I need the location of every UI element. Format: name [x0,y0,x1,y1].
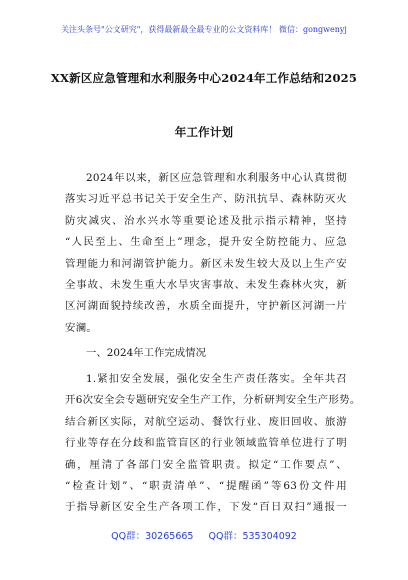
qq-group-2: QQ群：535304092 [208,531,297,542]
paragraph-line: 结合新区实际，对航空运动、餐饮行业、废旧回收、旅游 [65,415,347,428]
paragraph-line: “检查计划”、“职责清单”、“提醒函”等63份文件用 [65,480,347,493]
document-title-line-2: 年工作计划 [174,125,234,139]
intro-paragraph [65,168,347,339]
paragraph-line: 于指导新区安全生产各项工作，下发“百日双扫”通报一 [65,501,347,514]
paragraph-line: 防灾减灾、治水兴水等重要论述及批示指示精神，坚持 [65,214,347,227]
section-paragraph [65,369,361,519]
header-banner: 关注头条号"公文研究"，获得最新最全最专业的公文资料库！ 微信：gongwenyj [61,25,347,34]
document-title-line-1: XX新区应急管理和水利服务中心2024年工作总结和2025 [50,71,358,85]
section-heading: 一、2024年工作完成情况 [86,347,206,359]
paragraph-line: 确，厘清了各部门安全监管职责。拟定“工作要点”、 [65,458,347,471]
footer-contact [0,528,408,542]
paragraph-line: 落实习近平总书记关于安全生产、防汛抗旱、森林防灭火 [65,193,347,206]
paragraph-line: 安澜。 [65,321,98,334]
paragraph-line: 1.紧扣安全发展，强化安全生产责任落实。全年共召 [86,373,347,385]
qq-group-1: QQ群：30265665 [111,531,194,542]
paragraph-line: 全事故、未发生重大水旱灾害事故、未发生森林火灾，新 [65,279,347,292]
paragraph-line: “人民至上、生命至上”理念，提升安全防控能力、应急 [65,236,347,249]
paragraph-line: 开6次安全会专题研究安全生产工作，分析研判安全生产形势。 [65,394,361,407]
paragraph-line: 行业等存在分歧和监管盲区的行业领域监管单位进行了明 [65,437,347,450]
paragraph-line: 2024年以来，新区应急管理和水利服务中心认真贯彻 [86,172,347,184]
paragraph-line: 区河湖面貌持续改善，水质全面提升，守护新区河湖一片 [65,300,347,313]
paragraph-line: 管理能力和河湖管护能力。新区未发生较大及以上生产安 [65,257,347,270]
